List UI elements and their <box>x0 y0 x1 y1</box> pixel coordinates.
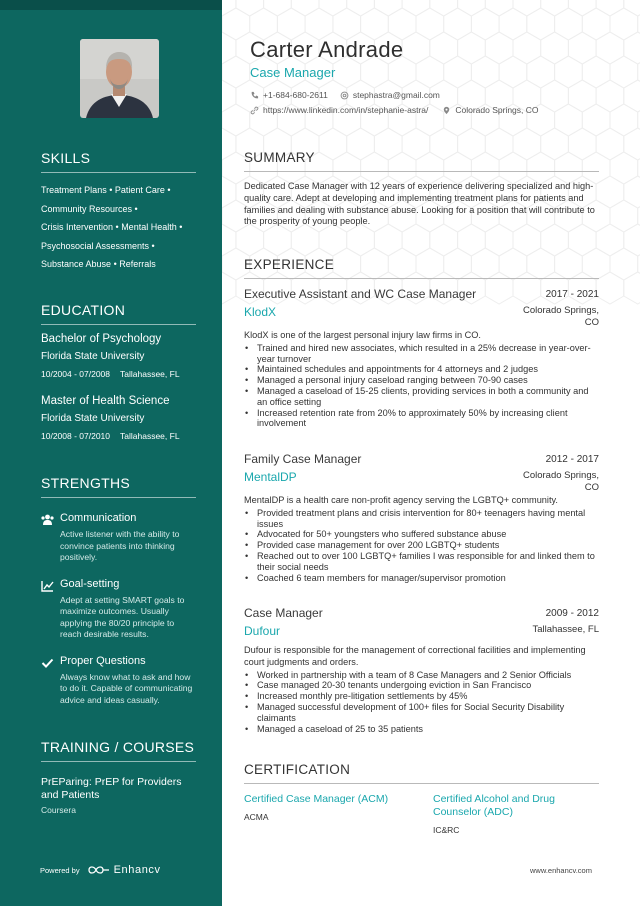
hexagon-shape <box>596 32 624 64</box>
hexagon-shape <box>596 80 624 112</box>
profile-photo <box>80 39 159 118</box>
hexagon-shape <box>222 224 236 256</box>
powered-by <box>40 864 161 876</box>
education-section <box>41 302 196 441</box>
job-bullet: • Reached out to over 100 LGBTQ+ families I was responsible for and linked them to their social needs <box>244 551 599 573</box>
hexagon-shape <box>582 8 610 40</box>
education-item <box>41 395 196 441</box>
hexagon-shape <box>319 0 347 16</box>
edu-dates: 10/2008 - 07/2010 <box>41 431 111 441</box>
hexagon-shape <box>305 8 333 40</box>
job-location <box>523 305 599 329</box>
cert-title: Certified Alcohol and Drug Counselor (ADC) <box>433 793 555 818</box>
hexagon-shape <box>319 224 347 256</box>
job-dates: 2009 - 2012 <box>545 608 599 619</box>
job-bullet: • Increased monthly pre-litigation settlements by 45% <box>244 691 599 702</box>
hexagon-shape <box>610 8 638 40</box>
sidebar <box>0 0 222 906</box>
hexagon-shape <box>347 0 375 16</box>
hexagon-shape <box>513 32 541 64</box>
hexagon-shape <box>610 248 638 280</box>
hexagon-shape <box>222 128 236 160</box>
location-icon <box>442 106 451 115</box>
training-section <box>41 739 196 815</box>
hexagon-shape <box>333 8 361 40</box>
job-description: MentalDP is a health care non-profit agency serving the LGBTQ+ community. <box>244 495 558 505</box>
phone-icon <box>250 91 259 100</box>
job-bullets <box>244 343 599 429</box>
hexagon-shape <box>513 0 541 16</box>
hexagon-shape <box>499 56 527 88</box>
job-location-line: Colorado Springs, <box>522 470 599 481</box>
phone[interactable]: +1-684-680-2611 <box>263 90 328 100</box>
skill-item: Treatment Plans <box>41 185 107 195</box>
hexagon-shape <box>485 224 513 256</box>
hexagon-shape <box>624 272 640 304</box>
hexagon-shape <box>444 8 472 40</box>
job-bullet: • Provided case management for over 200 LGBTQ+ students <box>244 540 599 551</box>
skill-item: Crisis Intervention <box>41 222 114 232</box>
hexagon-shape <box>624 80 640 112</box>
edu-school: Florida State University <box>41 413 145 424</box>
hexagon-shape <box>541 0 569 16</box>
people-icon <box>41 513 54 525</box>
summary-section <box>244 150 599 228</box>
check-icon <box>41 656 54 668</box>
certification-item <box>433 793 583 835</box>
certification-item <box>244 793 414 822</box>
edu-location: Tallahassee, FL <box>120 369 180 379</box>
job-bullet: • Managed successful development of 100+ files for Social Security Disability claimants <box>244 702 599 724</box>
location: Colorado Springs, CO <box>455 105 539 115</box>
contact-row <box>250 90 440 100</box>
edu-school: Florida State University <box>41 351 145 362</box>
job-bullet: • Trained and hired new associates, which resulted in a 25% decrease in year-over-year turnover <box>244 343 599 365</box>
hexagon-shape <box>471 8 499 40</box>
hexagon-shape <box>555 8 583 40</box>
strength-title: Proper Questions <box>60 654 146 667</box>
edu-meta <box>41 369 196 379</box>
job-description: Dufour is responsible for the management of correctional facilities and implementing court judgments and orders. <box>244 645 586 667</box>
edu-dates: 10/2004 - 07/2008 <box>41 369 111 379</box>
hexagon-shape <box>610 56 638 88</box>
candidate-title: Case Manager <box>250 65 336 80</box>
hexagon-shape <box>541 32 569 64</box>
hexagon-shape <box>458 0 486 16</box>
hexagon-shape <box>610 200 638 232</box>
strength-item <box>41 655 196 707</box>
strength-desc: Always know what to ask and how to do it. Capable of communicating advice and ideas casually. <box>60 671 193 705</box>
hexagon-shape <box>222 104 250 136</box>
strength-item <box>41 512 196 564</box>
strengths-title: STRENGTHS <box>41 475 196 498</box>
job-bullet: • Advocated for 50+ youngsters who suffered substance abuse <box>244 529 599 540</box>
experience-section <box>244 257 599 279</box>
hexagon-shape <box>624 32 640 64</box>
hexagon-shape <box>222 80 236 112</box>
skill-item: Psychosocial Assessments <box>41 240 150 251</box>
job-company: Dufour <box>244 624 281 638</box>
contact-row <box>250 105 539 115</box>
hexagon-shape <box>250 8 278 40</box>
hexagon-shape <box>541 80 569 112</box>
skill-item: Substance Abuse <box>41 259 112 269</box>
strength-item <box>41 578 196 641</box>
hexagon-shape <box>264 224 292 256</box>
course-org: Coursera <box>41 805 76 815</box>
hexagon-shape <box>374 0 402 16</box>
skill-item: Patient Care <box>114 185 165 195</box>
hexagon-shape <box>430 32 458 64</box>
linkedin-url[interactable]: https://www.linkedin.com/in/stephanie-astra/ <box>263 105 429 115</box>
hexagon-shape <box>291 0 319 16</box>
hexagon-shape <box>568 0 596 16</box>
job-location-line: Colorado Springs, <box>522 305 599 316</box>
job-bullets <box>244 508 599 584</box>
footer-url[interactable]: www.enhancv.com <box>530 866 592 875</box>
hexagon-shape <box>485 0 513 16</box>
skill-item: Referrals <box>119 259 156 269</box>
hexagon-shape <box>610 104 638 136</box>
job-dates: 2017 - 2021 <box>545 289 599 300</box>
strength-desc: Active listener with the ability to convince patients into thinking positively. <box>60 529 180 562</box>
job-location-line: CO <box>584 482 599 493</box>
hexagon-shape <box>430 224 458 256</box>
hexagon-shape <box>499 8 527 40</box>
hexagon-shape <box>568 32 596 64</box>
hexagon-shape <box>582 104 610 136</box>
hexagon-shape <box>277 8 305 40</box>
job-bullet: • Managed a personal injury caseload ranging between 70-90 cases <box>244 375 599 386</box>
edu-degree: Master of Health Science <box>41 395 170 407</box>
job-bullet: • Coached 6 team members for manager/supervisor promotion <box>244 573 599 584</box>
job-role: Executive Assistant and WC Case Manager <box>244 287 477 301</box>
hexagon-shape <box>388 8 416 40</box>
summary-title: SUMMARY <box>244 150 599 172</box>
hexagon-shape <box>555 56 583 88</box>
job-bullet: • Provided treatment plans and crisis intervention for 80+ teenagers having mental issues <box>244 508 599 530</box>
certification-section <box>244 762 599 784</box>
experience-title: EXPERIENCE <box>244 257 599 279</box>
job-location-line: CO <box>584 317 599 328</box>
hexagon-shape <box>402 224 430 256</box>
job-bullet: • Managed a caseload of 25 to 35 patients <box>244 724 599 735</box>
course-title: PrEParing: PrEP for Providers and Patients <box>41 776 182 801</box>
hexagon-shape <box>610 152 638 184</box>
hexagon-shape <box>222 0 236 16</box>
hexagon-shape <box>222 176 236 208</box>
chart-icon <box>41 579 54 591</box>
job-role: Case Manager <box>244 606 323 620</box>
hexagon-shape <box>596 128 624 160</box>
job-bullets <box>244 670 599 735</box>
strengths-section <box>41 475 196 720</box>
strength-desc: Adept at setting SMART goals to maximize outcomes. Usually applying the 80/20 principle to reach desirable results. <box>60 594 185 639</box>
hexagon-shape <box>582 56 610 88</box>
hexagon-shape <box>624 224 640 256</box>
job-entry <box>244 452 599 583</box>
edu-location: Tallahassee, FL <box>120 431 180 441</box>
hexagon-shape <box>430 0 458 16</box>
job-location <box>523 470 599 494</box>
hexagon-shape <box>347 224 375 256</box>
hexagon-shape <box>222 32 236 64</box>
hexagon-shape <box>624 176 640 208</box>
main-content <box>222 0 640 906</box>
hexagon-shape <box>513 224 541 256</box>
hexagon-shape <box>236 224 264 256</box>
hexagon-shape <box>541 224 569 256</box>
strength-title: Goal-setting <box>60 577 120 590</box>
skills-list: Treatment Plans • Patient Care • Community Resources • Crisis Intervention • Mental Health • Psychosocial Assessments • Substance Abuse • Referrals <box>41 185 183 269</box>
hexagon-shape <box>568 80 596 112</box>
enhancv-logo[interactable] <box>88 864 161 876</box>
hexagon-shape <box>485 32 513 64</box>
brand-name: Enhancv <box>113 864 161 876</box>
job-dates: 2012 - 2017 <box>545 454 599 465</box>
hexagon-shape <box>222 272 236 304</box>
cert-org: IC&RC <box>433 825 460 835</box>
skills-title: SKILLS <box>41 150 196 173</box>
hexagon-shape <box>471 56 499 88</box>
hexagon-shape <box>416 56 444 88</box>
hexagon-shape <box>527 56 555 88</box>
job-entry <box>244 287 599 429</box>
job-bullet: • Increased retention rate from 20% to approximately 50% by increasing client involvement <box>244 408 599 430</box>
education-title: EDUCATION <box>41 302 196 325</box>
hexagon-shape <box>402 0 430 16</box>
job-bullet: • Case managed 20-30 tenants undergoing eviction in San Francisco <box>244 680 599 691</box>
job-company: KlodX <box>244 305 277 319</box>
enhancv-icon <box>88 865 110 875</box>
job-location: Tallahassee, FL <box>532 624 599 635</box>
edu-degree: Bachelor of Psychology <box>41 333 162 345</box>
skill-item: Community Resources <box>41 203 133 214</box>
email[interactable]: stephastra@gmail.com <box>352 90 440 100</box>
hexagon-shape <box>236 0 264 16</box>
job-role: Family Case Manager <box>244 452 362 466</box>
hexagon-shape <box>222 8 250 40</box>
skills-section <box>41 150 196 274</box>
job-entry <box>244 606 599 734</box>
hexagon-shape <box>458 224 486 256</box>
job-bullet: • Managed a caseload of 15-25 clients, providing services in both a community and an office setting <box>244 386 599 408</box>
candidate-name: Carter Andrade <box>250 37 404 62</box>
cert-org: ACMA <box>244 812 269 822</box>
training-title: TRAINING / COURSES <box>41 739 196 762</box>
hexagon-shape <box>596 224 624 256</box>
hexagon-shape <box>527 8 555 40</box>
hexagon-shape <box>361 8 389 40</box>
hexagon-shape <box>444 56 472 88</box>
hexagon-shape <box>624 128 640 160</box>
email-icon <box>340 91 349 100</box>
skill-item: Mental Health <box>121 222 177 232</box>
hexagon-shape <box>458 32 486 64</box>
hexagon-shape <box>568 224 596 256</box>
hexagon-shape <box>596 176 624 208</box>
hexagon-shape <box>555 104 583 136</box>
hexagon-shape <box>264 0 292 16</box>
hexagon-shape <box>291 224 319 256</box>
link-icon <box>250 106 259 115</box>
strength-title: Communication <box>60 512 137 524</box>
certification-title: CERTIFICATION <box>244 762 599 784</box>
hexagon-shape <box>624 0 640 16</box>
education-item <box>41 333 196 379</box>
sidebar-top-bar <box>0 0 222 10</box>
hexagon-shape <box>222 56 250 88</box>
hexagon-shape <box>416 8 444 40</box>
hexagon-shape <box>596 0 624 16</box>
powered-by-label: Powered by <box>40 865 80 875</box>
hexagon-shape <box>596 272 624 304</box>
job-company: MentalDP <box>244 470 297 484</box>
summary-text: Dedicated Case Manager with 12 years of experience delivering specialized and high-quality care. Adept at developing and implementing treatment plans for patients and families and dealing with substance abuse. Looking for a position that will contribute to the prosperity of young people. <box>244 181 595 227</box>
cert-title: Certified Case Manager (ACM) <box>244 793 389 805</box>
job-bullet: • Worked in partnership with a team of 8 Case Managers and 2 Senior Officials <box>244 670 599 681</box>
hexagon-shape <box>402 32 430 64</box>
job-bullet: • Maintained schedules and appointments for 4 attorneys and 2 judges <box>244 364 599 375</box>
hexagon-shape <box>374 224 402 256</box>
edu-meta <box>41 431 196 441</box>
job-description: KlodX is one of the largest personal injury law firms in CO. <box>244 330 481 340</box>
